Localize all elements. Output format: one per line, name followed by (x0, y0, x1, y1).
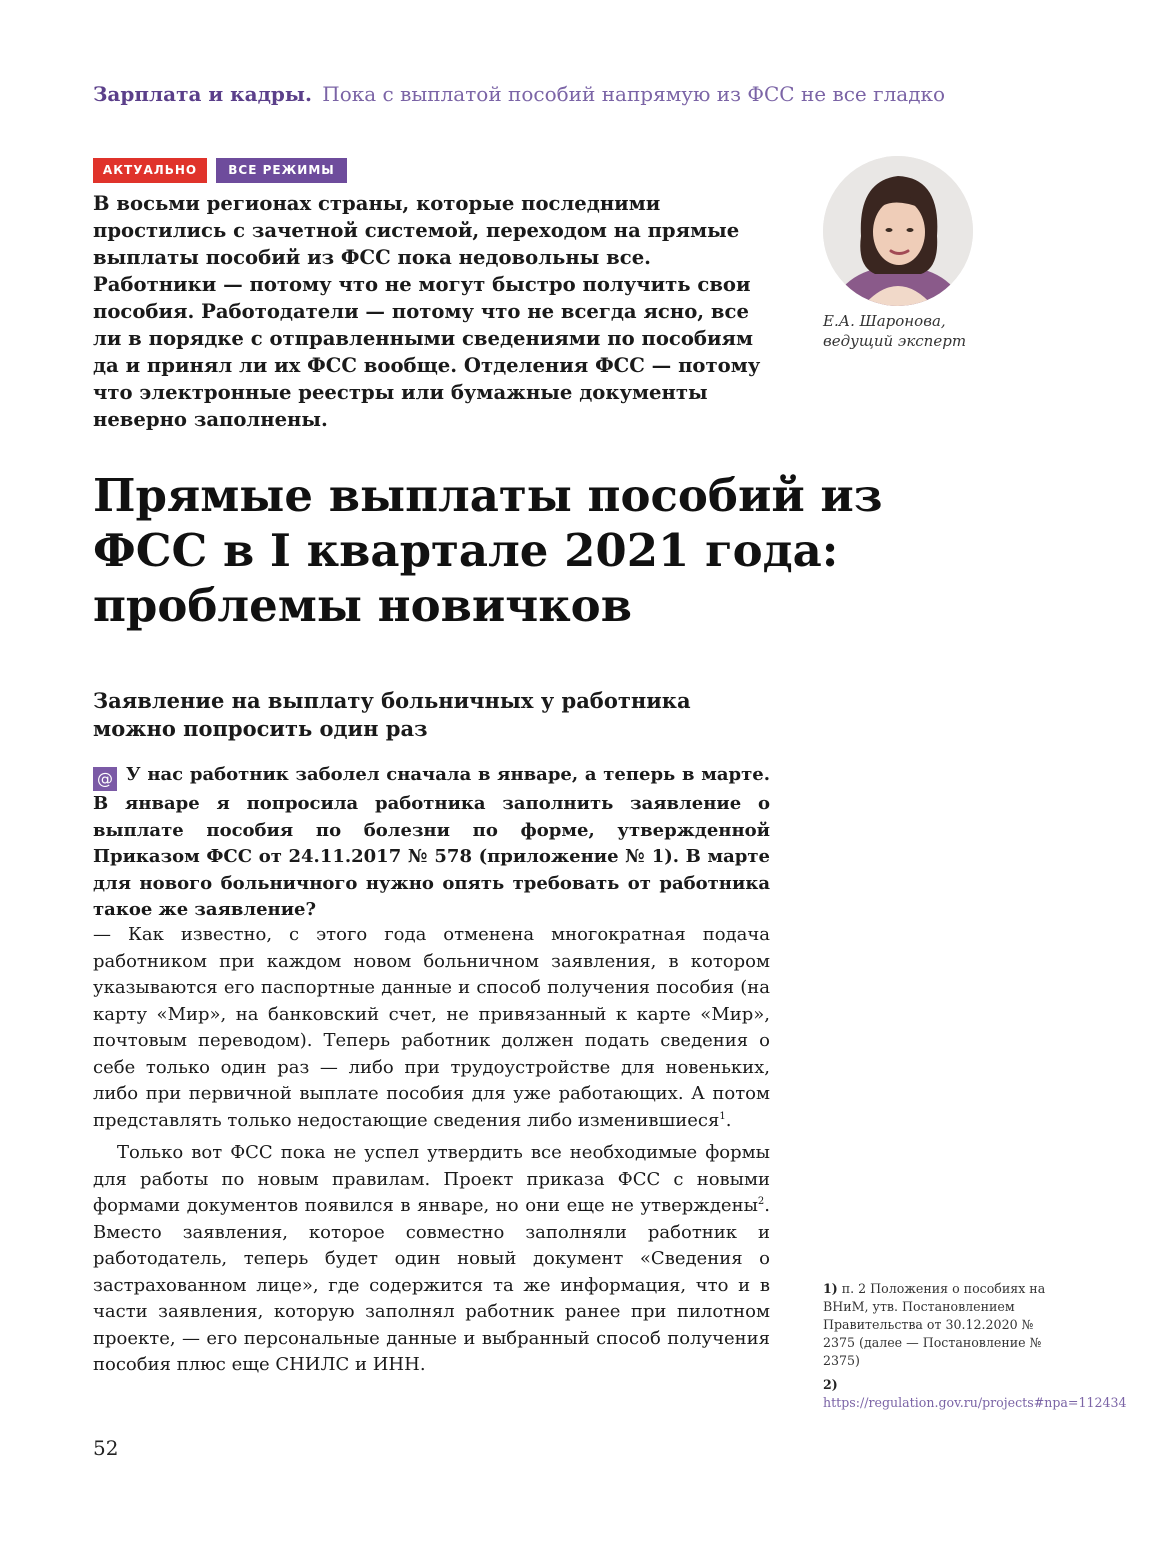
answer-paragraph-2 (93, 1140, 770, 1379)
author-role: ведущий эксперт (823, 332, 967, 350)
section-subtitle: Пока с выплатой пособий напрямую из ФСС не все гладко (322, 82, 946, 106)
page-number: 52 (93, 1436, 119, 1460)
author-photo (823, 156, 973, 306)
tag-all-regimes[interactable]: ВСЕ РЕЖИМЫ (216, 158, 347, 183)
section-name: Зарплата и кадры. (93, 82, 312, 106)
at-icon: @ (93, 767, 117, 791)
answer-text-1: — Как известно, с этого года отменена многократная подача работником при каждом новом больничном заявления, в котором указываются его паспортные данные и способ получения пособия (на карту «Мир», на банковский счет, не привязанный к карте «Мир», почтовым переводом). Теперь работник должен подать сведения о себе только один раз — либо при трудоустройстве для новеньких, либо при первичной выплате пособия для уже работающих. А потом представлять только недостающие сведения либо изменившиеся (93, 924, 770, 1131)
reader-question (93, 762, 770, 924)
article-title: Прямые выплаты пособий из ФСС в I квартале 2021 года: проблемы новичков (93, 469, 883, 632)
footnote-2-number: 2) (823, 1377, 838, 1392)
answer-text-2a: Только вот ФСС пока не успел утвердить все необходимые формы для работы по новым правилам. Проект приказа ФСС с новыми формами документов появился в январе, но они еще не утверждены (93, 1142, 770, 1216)
answer-text-1-end: . (725, 1109, 732, 1131)
answer-paragraph-1 (93, 922, 770, 1134)
footnote-ref-1[interactable]: 1 (719, 1110, 726, 1122)
lead-paragraph: В восьми регионах страны, которые последними простились с зачетной системой, переходом на прямые выплаты пособий из ФСС пока недовольны все. Работники — потому что не могут быстро получить свои пособия. Работодатели — потому что не всегда ясно, все ли в порядке с отправленными сведениями по пособиям да и принял ли их ФСС вообще. Отделения ФСС — потому что электронные реестры или бумажные документы неверно заполнены. (93, 192, 761, 431)
footnote-1-text: п. 2 Положения о пособиях на ВНиМ, утв. Постановлением Правительства от 30.12.2020 № 2375 (далее — Постановление № 2375) (823, 1281, 1046, 1368)
answer-text-2b: . Вместо заявления, которое совместно заполняли работник и работодатель, теперь будет один новый документ «Сведения о застрахованном лице», где содержится та же информация, что и в части заявления, которую заполнял работник ранее при пилотном проекте, — его персональные данные и выбранный способ получения пособия плюс еще СНИЛС и ИНН. (93, 1195, 770, 1375)
footnote-ref-2[interactable]: 2 (757, 1196, 765, 1207)
tag-actual[interactable]: АКТУАЛЬНО (93, 158, 207, 183)
section-heading: Заявление на выплату больничных у работника можно попросить один раз (93, 688, 691, 741)
running-head (93, 82, 945, 106)
footnotes (823, 1280, 1127, 1418)
footnote-1 (823, 1280, 1063, 1370)
author-caption (823, 311, 966, 351)
footnote-2-link[interactable]: https://regulation.gov.ru/projects#npa=112434 (823, 1395, 1127, 1410)
question-text: У нас работник заболел сначала в январе, а теперь в марте. В январе я попросила работника заполнить заявление о выплате пособия по болезни по форме, утвержденной Приказом ФСС от 24.11.2017 № 578 (приложение № 1). В марте для нового больничного нужно опять требовать от работника такое же заявление? (93, 764, 770, 920)
footnote-2 (823, 1376, 1127, 1412)
author-name: Е.А. Шаронова, (823, 312, 946, 330)
tag-list (93, 158, 347, 183)
expert-answer (93, 922, 770, 1379)
footnote-1-number: 1) (823, 1281, 838, 1296)
